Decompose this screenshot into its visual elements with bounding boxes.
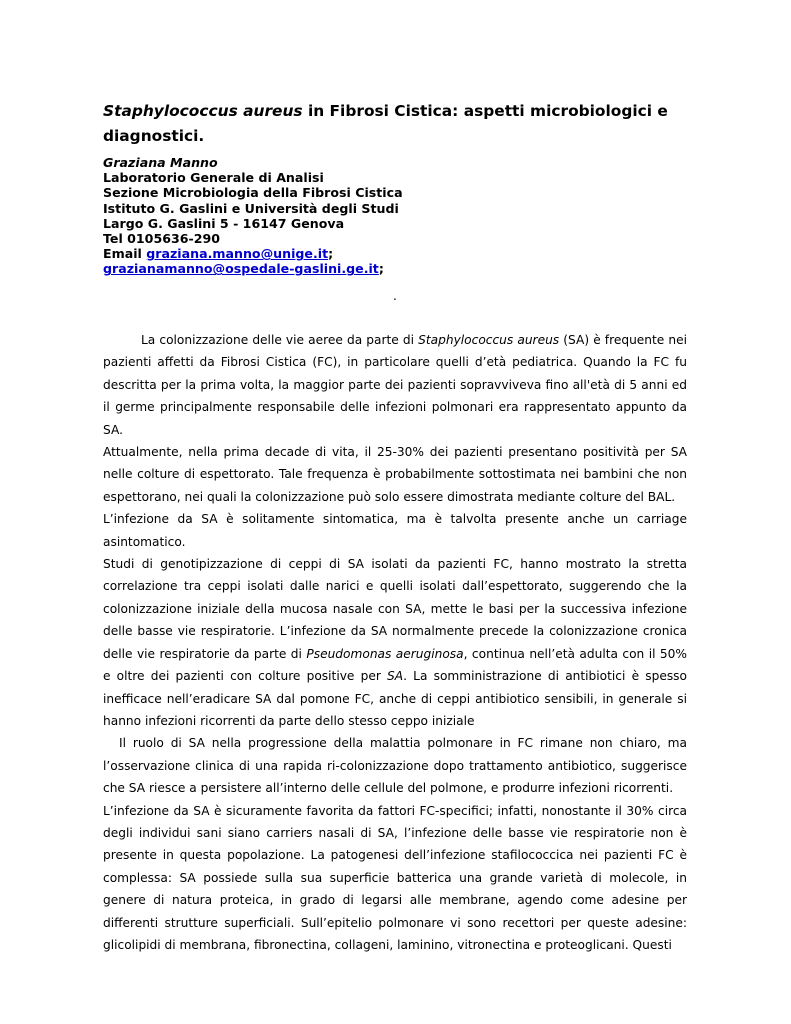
email-link-unige[interactable]: graziana.manno@unige.it: [146, 246, 329, 262]
email-separator: ;: [328, 246, 334, 262]
contact-line-address: Largo G. Gaslini 5 - 16147 Genova: [103, 215, 345, 231]
paragraph-4-middle: , continua nell’età adulta con il 50% e oltre dei pazienti con colture positive per: [103, 646, 687, 684]
paragraph-5: Il ruolo di SA nella progressione della malattia polmonare in FC rimane non chiaro, ma l’osservazione clinica di una rapida ri-colonizzazione dopo trattamento antibiotico, suggerisce che SA riesce a persistere all’interno delle cellule del polmone, e produrre infezioni ricorrenti.: [103, 736, 687, 796]
email-separator-2: ;: [378, 261, 384, 277]
paragraph-4-start: Studi di genotipizzazione di ceppi di SA isolati da pazienti FC, hanno mostrato la stretta correlazione tra ceppi isolati dalle narici e quelli isolati dall’espettorato, suggerendo che la colonizzazione iniziale della mucosa nasale con SA, mette le basi per la successiva infezione delle basse vie respiratorie. L’infezione da SA normalmente precede la colonizzazione cronica delle vie respiratorie da parte di: [103, 557, 687, 661]
paragraph-1-start: La colonizzazione delle vie aeree da parte di: [141, 333, 419, 347]
paragraph-1: [103, 329, 687, 441]
paragraph-3: L’infezione da SA è solitamente sintomatica, ma è talvolta presente anche un carriage asintomatico.: [103, 512, 687, 549]
contact-line-phone: Tel 0105636-290: [103, 231, 221, 247]
contact-line-email-2: [103, 261, 703, 276]
email-label: Email: [103, 246, 147, 262]
document-title: [103, 99, 703, 149]
contact-line-institute: Istituto G. Gaslini e Università degli Studi: [103, 200, 399, 216]
author-name: Graziana Manno: [103, 155, 218, 170]
species-italic: Staphylococcus aureus: [418, 333, 560, 347]
stray-dot: .: [393, 289, 397, 303]
paragraph-1-rest: (SA) è frequente nei pazienti affetti da Fibrosi Cistica (FC), in particolare quelli d’età pediatrica. Quando la FC fu descritta per la prima volta, la maggior parte dei pazienti sopravviveva fino all'età di 5 anni ed il germe principalmente responsabile delle infezioni polmonari era rappresentato appunto da SA.: [103, 333, 688, 437]
author-contact-block: [103, 155, 703, 277]
paragraph-2: Attualmente, nella prima decade di vita, il 25-30% dei pazienti presentano positività per SA nelle colture di espettorato. Tale frequenza è probabilmente sottostimata nei bambini che non espettorano, nei quali la colonizzazione può solo essere dimostrata mediante colture del BAL.: [103, 445, 687, 504]
body-text: [103, 329, 687, 956]
email-link-gaslini[interactable]: grazianamanno@ospedale-gaslini.ge.it: [103, 261, 379, 277]
title-text: in Fibrosi Cistica: aspetti microbiologici e diagnostici.: [103, 102, 668, 145]
title-species: Staphylococcus aureus: [103, 102, 303, 120]
contact-line-section: Sezione Microbiologia della Fibrosi Cistica: [103, 185, 403, 201]
pseudomonas-italic: Pseudomonas aeruginosa: [306, 646, 464, 661]
paragraph-4-end: . La somministrazione di antibiotici è spesso inefficace nell’eradicare SA dal pomone FC, anche di ceppi antibiotico sensibili, in generale si hanno infezioni ricorrenti da parte dello stesso ceppo iniziale: [103, 669, 687, 728]
sa-italic: SA: [387, 669, 404, 684]
contact-line-email: [103, 246, 703, 261]
contact-line-lab: Laboratorio Generale di Analisi: [103, 170, 324, 186]
paragraph-6: L’infezione da SA è sicuramente favorita da fattori FC-specifici; infatti, nonostante il 30% circa degli individui sani siano carriers nasali di SA, l’infezione delle basse vie respiratorie non è presente in questa popolazione. La patogenesi dell’infezione stafilococcica nei pazienti FC è complessa: SA possiede sulla sua superficie batterica una grande varietà di molecole, in genere di natura proteica, in grado di legarsi alle membrane, agendo come adesine per differenti strutture superficiali. Sull’epitelio polmonare vi sono recettori per queste adesine: glicolipidi di membrana, fibronectina, collageni, laminino, vitronectina e proteoglicani. Questi: [103, 803, 687, 952]
paragraph-4: [103, 553, 687, 732]
